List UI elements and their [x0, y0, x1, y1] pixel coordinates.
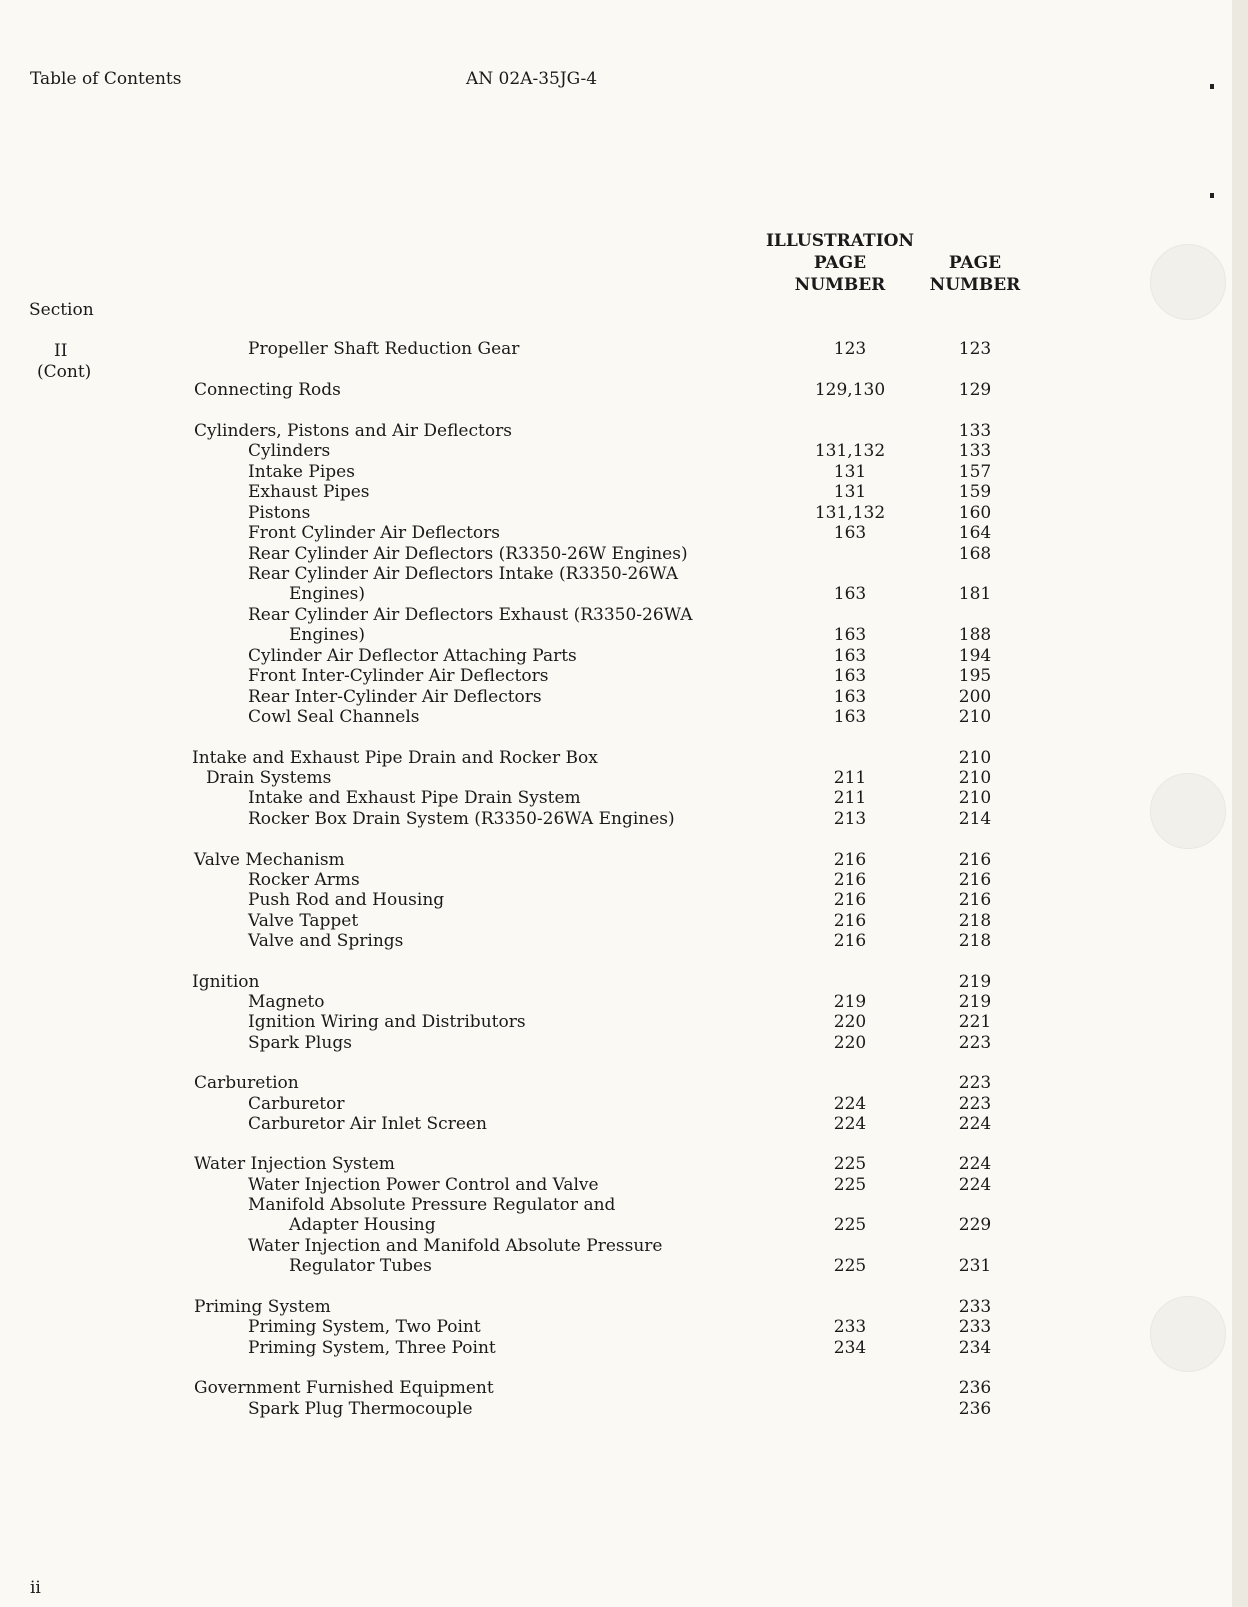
toc-entry-title: Carburetion [194, 1073, 299, 1093]
toc-entry [0, 911, 1248, 932]
toc-entry [0, 768, 1248, 789]
toc-entry [0, 687, 1248, 708]
toc-entry-title: Intake and Exhaust Pipe Drain and Rocker Box [192, 748, 598, 768]
toc-entry-title: Spark Plug Thermocouple [248, 1399, 473, 1419]
toc-entry-title: Ignition Wiring and Distributors [248, 1012, 526, 1032]
toc-entry [0, 339, 1248, 360]
toc-entry [0, 1297, 1248, 1318]
toc-entry [0, 1195, 1248, 1216]
illustration-page-number: 163 [833, 646, 867, 666]
page-number-cell: 223 [958, 1033, 992, 1053]
page-number-cell: 236 [958, 1378, 992, 1398]
page-number-cell: 233 [958, 1317, 992, 1337]
page-number-cell: 236 [958, 1399, 992, 1419]
toc-entry [0, 380, 1248, 401]
page-number-cell: 210 [958, 768, 992, 788]
illustration-page-number: 163 [833, 687, 867, 707]
toc-entry-title: Rear Cylinder Air Deflectors Exhaust (R3350-26WA [248, 605, 693, 625]
toc-entry [0, 850, 1248, 871]
illustration-page-number: 233 [833, 1317, 867, 1337]
toc-entry [0, 503, 1248, 524]
toc-entry [0, 1317, 1248, 1338]
toc-entry [0, 1094, 1248, 1115]
page-number-cell: 218 [958, 931, 992, 951]
page-number-cell: 234 [958, 1338, 992, 1358]
page-number-cell: 123 [958, 339, 992, 359]
toc-entry-title: Cowl Seal Channels [248, 707, 420, 727]
toc-entry-title: Connecting Rods [194, 380, 341, 400]
toc-entry-title: Intake Pipes [248, 462, 355, 482]
toc-entry-title: Propeller Shaft Reduction Gear [248, 339, 520, 359]
section-label: Section [29, 300, 94, 320]
page-number-cell: 224 [958, 1114, 992, 1134]
page-number-cell: 219 [958, 992, 992, 1012]
toc-entry-title: Adapter Housing [289, 1215, 436, 1235]
toc-entry [0, 482, 1248, 503]
page-number-cell: 133 [958, 441, 992, 461]
illustration-page-number: 211 [833, 768, 867, 788]
toc-entry-title: Rocker Arms [248, 870, 360, 890]
page-number-cell: 224 [958, 1175, 992, 1195]
toc-entry [0, 1338, 1248, 1359]
page-number-cell: 221 [958, 1012, 992, 1032]
illustration-page-number: 123 [833, 339, 867, 359]
toc-entry-title: Priming System [194, 1297, 331, 1317]
page-number-cell: 200 [958, 687, 992, 707]
page-number-cell: 233 [958, 1297, 992, 1317]
illustration-page-number: 216 [833, 911, 867, 931]
toc-entry [0, 870, 1248, 891]
page-number-cell: 216 [958, 850, 992, 870]
toc-entry [0, 1154, 1248, 1175]
toc-entry-title: Front Cylinder Air Deflectors [248, 523, 501, 543]
toc-entry [0, 972, 1248, 993]
illustration-page-number: 163 [833, 666, 867, 686]
toc-entry [0, 1399, 1248, 1420]
toc-entry-title: Magneto [248, 992, 325, 1012]
page-number-cell: 194 [958, 646, 992, 666]
page-number-cell: 168 [958, 544, 992, 564]
toc-entry-title: Rear Cylinder Air Deflectors Intake (R3350-26WA [248, 564, 678, 584]
page-number-cell: 216 [958, 870, 992, 890]
toc-entry [0, 462, 1248, 483]
page-number-cell: 159 [958, 482, 992, 502]
illustration-page-number: 216 [833, 931, 867, 951]
toc-entry [0, 1378, 1248, 1399]
toc-entry [0, 584, 1248, 605]
illustration-page-number: 163 [833, 523, 867, 543]
toc-entry-title: Engines) [289, 625, 366, 645]
toc-entry [0, 1175, 1248, 1196]
illustration-page-number: 234 [833, 1338, 867, 1358]
toc-entry-title: Water Injection System [194, 1154, 395, 1174]
illustration-page-number: 216 [833, 890, 867, 910]
page-number-cell: 223 [958, 1073, 992, 1093]
toc-entry [0, 1236, 1248, 1257]
illustration-page-number: 225 [833, 1215, 867, 1235]
toc-entry [0, 992, 1248, 1013]
toc-entry-title: Rocker Box Drain System (R3350-26WA Engines) [248, 809, 675, 829]
page-number-cell: 157 [958, 462, 992, 482]
illustration-page-number: 211 [833, 788, 867, 808]
illustration-page-number: 220 [833, 1033, 867, 1053]
toc-entry-title: Water Injection Power Control and Valve [248, 1175, 599, 1195]
toc-entry [0, 544, 1248, 565]
toc-entry [0, 441, 1248, 462]
toc-entry-title: Regulator Tubes [289, 1256, 432, 1276]
page-number-cell: 231 [958, 1256, 992, 1276]
toc-entry [0, 809, 1248, 830]
page-number-cell: 210 [958, 707, 992, 727]
section-number: II [54, 341, 68, 361]
toc-entry [0, 1114, 1248, 1135]
toc-entry [0, 421, 1248, 442]
illustration-page-number: 131,132 [814, 441, 886, 461]
page-number-cell: 188 [958, 625, 992, 645]
header-title: Table of Contents [30, 69, 182, 89]
page-column-header: PAGE NUMBER [929, 253, 1021, 295]
page-number-cell: 223 [958, 1094, 992, 1114]
toc-entry [0, 890, 1248, 911]
page-number-cell: 164 [958, 523, 992, 543]
illustration-page-number: 216 [833, 850, 867, 870]
document-number: AN 02A-35JG-4 [466, 69, 598, 89]
toc-entry [0, 666, 1248, 687]
page-number-cell: 195 [958, 666, 992, 686]
page-number-cell: 181 [958, 584, 992, 604]
toc-entry-title: Rear Inter-Cylinder Air Deflectors [248, 687, 542, 707]
toc-entry-title: Rear Cylinder Air Deflectors (R3350-26W Engines) [248, 544, 688, 564]
toc-entry-title: Drain Systems [206, 768, 332, 788]
toc-entry [0, 707, 1248, 728]
illustration-page-number: 163 [833, 707, 867, 727]
page-number-cell: 218 [958, 911, 992, 931]
toc-entry-title: Priming System, Two Point [248, 1317, 481, 1337]
toc-entry-title: Government Furnished Equipment [194, 1378, 494, 1398]
illustration-page-number: 216 [833, 870, 867, 890]
page-number-cell: 133 [958, 421, 992, 441]
page-number-cell: 216 [958, 890, 992, 910]
toc-entry [0, 788, 1248, 809]
toc-entry [0, 748, 1248, 769]
toc-entry-title: Front Inter-Cylinder Air Deflectors [248, 666, 549, 686]
page-number-cell: 214 [958, 809, 992, 829]
page-number-cell: 219 [958, 972, 992, 992]
illustration-page-number: 224 [833, 1094, 867, 1114]
toc-entry-title: Spark Plugs [248, 1033, 352, 1053]
toc-entry [0, 1256, 1248, 1277]
toc-entry-title: Cylinders [248, 441, 331, 461]
toc-entry-title: Cylinder Air Deflector Attaching Parts [248, 646, 577, 666]
toc-entry [0, 1012, 1248, 1033]
toc-entry-title: Valve and Springs [248, 931, 404, 951]
toc-entry [0, 1073, 1248, 1094]
toc-entry-title: Valve Tappet [248, 911, 359, 931]
toc-entry-title: Pistons [248, 503, 311, 523]
illustration-page-number: 163 [833, 584, 867, 604]
illustration-page-number: 131,132 [814, 503, 886, 523]
page-number-cell: 229 [958, 1215, 992, 1235]
page-number-cell: 129 [958, 380, 992, 400]
illustration-page-number: 219 [833, 992, 867, 1012]
illustration-page-number: 131 [833, 482, 867, 502]
toc-entry-title: Ignition [192, 972, 260, 992]
illustration-page-number: 163 [833, 625, 867, 645]
toc-entry-title: Exhaust Pipes [248, 482, 370, 502]
illustration-page-number: 224 [833, 1114, 867, 1134]
page-number: ii [30, 1578, 41, 1598]
toc-entry-title: Engines) [289, 584, 366, 604]
toc-entry [0, 1215, 1248, 1236]
illustration-page-number: 225 [833, 1256, 867, 1276]
toc-entry-title: Intake and Exhaust Pipe Drain System [248, 788, 581, 808]
toc-entry-title: Carburetor [248, 1094, 345, 1114]
margin-mark [1210, 84, 1214, 89]
toc-entry [0, 625, 1248, 646]
margin-mark [1210, 193, 1214, 198]
toc-entry [0, 605, 1248, 626]
toc-entry [0, 523, 1248, 544]
toc-entry [0, 931, 1248, 952]
toc-entry [0, 564, 1248, 585]
punch-hole [1150, 244, 1226, 320]
toc-entry-title: Manifold Absolute Pressure Regulator and [248, 1195, 616, 1215]
page-number-cell: 210 [958, 788, 992, 808]
page-number-cell: 160 [958, 503, 992, 523]
illustration-page-number: 225 [833, 1175, 867, 1195]
illustration-page-number: 225 [833, 1154, 867, 1174]
illustration-page-number: 213 [833, 809, 867, 829]
toc-entry-title: Cylinders, Pistons and Air Deflectors [194, 421, 512, 441]
illustration-page-number: 131 [833, 462, 867, 482]
toc-entry-title: Valve Mechanism [194, 850, 345, 870]
toc-entry-title: Priming System, Three Point [248, 1338, 496, 1358]
page-number-cell: 224 [958, 1154, 992, 1174]
illustration-column-header: ILLUSTRATION PAGE NUMBER [765, 231, 915, 295]
toc-entry-title: Push Rod and Housing [248, 890, 445, 910]
toc-entry [0, 1033, 1248, 1054]
section-cont: (Cont) [37, 362, 92, 382]
page-number-cell: 210 [958, 748, 992, 768]
illustration-page-number: 220 [833, 1012, 867, 1032]
toc-entry-title: Water Injection and Manifold Absolute Pressure [248, 1236, 663, 1256]
toc-entry-title: Carburetor Air Inlet Screen [248, 1114, 487, 1134]
illustration-page-number: 129,130 [814, 380, 886, 400]
toc-entry [0, 646, 1248, 667]
